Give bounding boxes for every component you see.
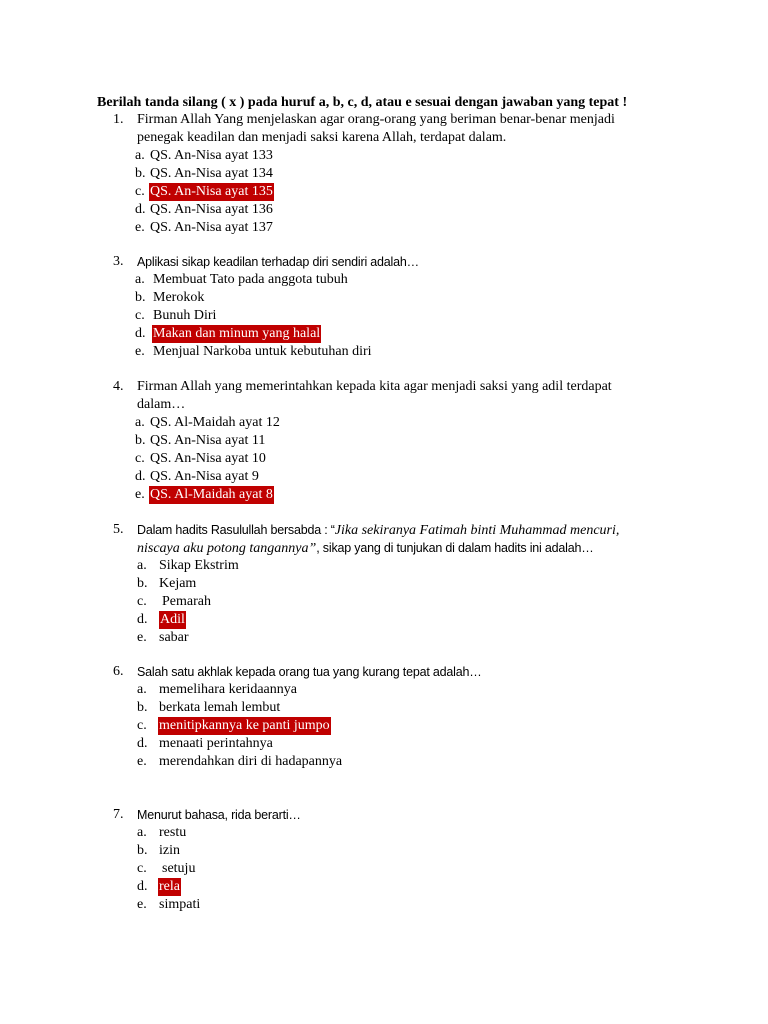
option-label: b.	[137, 843, 148, 858]
option-text: Pemarah	[162, 594, 211, 609]
option-label: e.	[135, 487, 145, 502]
option-text: memelihara keridaannya	[159, 682, 297, 697]
option-text: Merokok	[153, 290, 205, 305]
question-text-line: Menurut bahasa, rida berarti…	[137, 808, 301, 822]
option-text: Kejam	[159, 576, 197, 591]
question-number: 1.	[113, 112, 124, 127]
option-label: c.	[137, 718, 147, 733]
highlighted-answer: Makan dan minum yang halal	[153, 326, 321, 341]
hadith-quote: Jika sekiranya Fatimah binti Muhammad mencuri,	[334, 523, 620, 538]
instruction-heading: Berilah tanda silang ( x ) pada huruf a, b, c, d, atau e sesuai dengan jawaban yang tepat !	[97, 95, 628, 110]
question-text-line: penegak keadilan dan menjadi saksi karena Allah, terdapat dalam.	[137, 130, 507, 145]
option-text: QS. Al-Maidah ayat 12	[150, 415, 280, 430]
option-text: Membuat Tato pada anggota tubuh	[153, 272, 348, 287]
option-label: a.	[135, 415, 145, 430]
option-label: b.	[137, 700, 148, 715]
question-number: 7.	[113, 807, 124, 822]
option-label: d.	[137, 736, 148, 751]
option-label: c.	[137, 861, 147, 876]
option-label: c.	[135, 184, 145, 199]
option-text: restu	[159, 825, 187, 840]
hadith-quote: niscaya aku potong tangannya”	[137, 541, 317, 556]
option-label: a.	[137, 825, 147, 840]
option-text: izin	[159, 843, 180, 858]
option-text: Sikap Ekstrim	[159, 558, 239, 573]
highlighted-answer: QS. An-Nisa ayat 135	[150, 184, 273, 199]
question-number: 6.	[113, 664, 124, 679]
option-label: a.	[135, 272, 145, 287]
option-text: sabar	[159, 630, 189, 645]
option-label: e.	[135, 220, 145, 235]
question-text-line	[137, 521, 619, 540]
highlighted-answer: rela	[159, 879, 180, 894]
option-label: c.	[135, 451, 145, 466]
option-text: QS. An-Nisa ayat 133	[150, 148, 273, 163]
option-text: menaati perintahnya	[159, 736, 273, 751]
option-label: e.	[137, 754, 147, 769]
option-label: a.	[137, 682, 147, 697]
option-label: b.	[135, 290, 146, 305]
question-number: 4.	[113, 379, 124, 394]
question-number: 5.	[113, 522, 124, 537]
option-text: QS. An-Nisa ayat 137	[150, 220, 273, 235]
option-text: QS. An-Nisa ayat 136	[150, 202, 273, 217]
option-label: d.	[135, 469, 146, 484]
highlighted-answer: Adil	[160, 612, 185, 627]
option-label: d.	[135, 326, 146, 341]
option-label: d.	[137, 612, 148, 627]
question-text-suffix: , sikap yang di tunjukan di dalam hadits ini adalah…	[316, 541, 594, 555]
option-label: e.	[135, 344, 145, 359]
highlighted-answer: menitipkannya ke panti jumpo	[159, 718, 330, 733]
option-label: a.	[137, 558, 147, 573]
question-number: 3.	[113, 254, 124, 269]
question-text-line	[137, 539, 594, 558]
question-text-prefix: Dalam hadits Rasulullah bersabda : “	[137, 523, 335, 537]
question-text-line: dalam…	[137, 397, 186, 412]
option-text: setuju	[162, 861, 196, 876]
option-text: Menjual Narkoba untuk kebutuhan diri	[153, 344, 372, 359]
option-label: e.	[137, 897, 147, 912]
option-label: d.	[137, 879, 148, 894]
question-text-line: Firman Allah yang memerintahkan kepada kita agar menjadi saksi yang adil terdapat	[137, 379, 612, 394]
option-label: c.	[137, 594, 147, 609]
question-text-line: Firman Allah Yang menjelaskan agar orang-orang yang beriman benar-benar menjadi	[137, 112, 615, 127]
question-text-line: Salah satu akhlak kepada orang tua yang kurang tepat adalah…	[137, 665, 482, 679]
question-text-line: Aplikasi sikap keadilan terhadap diri sendiri adalah…	[137, 255, 419, 269]
option-label: b.	[135, 433, 146, 448]
option-text: QS. An-Nisa ayat 11	[150, 433, 266, 448]
option-text: simpati	[159, 897, 201, 912]
option-label: e.	[137, 630, 147, 645]
option-text: merendahkan diri di hadapannya	[159, 754, 343, 769]
option-text: QS. An-Nisa ayat 10	[150, 451, 266, 466]
option-label: a.	[135, 148, 145, 163]
highlighted-answer: QS. Al-Maidah ayat 8	[150, 487, 273, 502]
option-label: b.	[135, 166, 146, 181]
option-label: b.	[137, 576, 148, 591]
option-label: d.	[135, 202, 146, 217]
option-text: QS. An-Nisa ayat 134	[150, 166, 273, 181]
option-text: Bunuh Diri	[153, 308, 217, 323]
option-text: QS. An-Nisa ayat 9	[150, 469, 259, 484]
option-label: c.	[135, 308, 145, 323]
option-text: berkata lemah lembut	[159, 700, 281, 715]
